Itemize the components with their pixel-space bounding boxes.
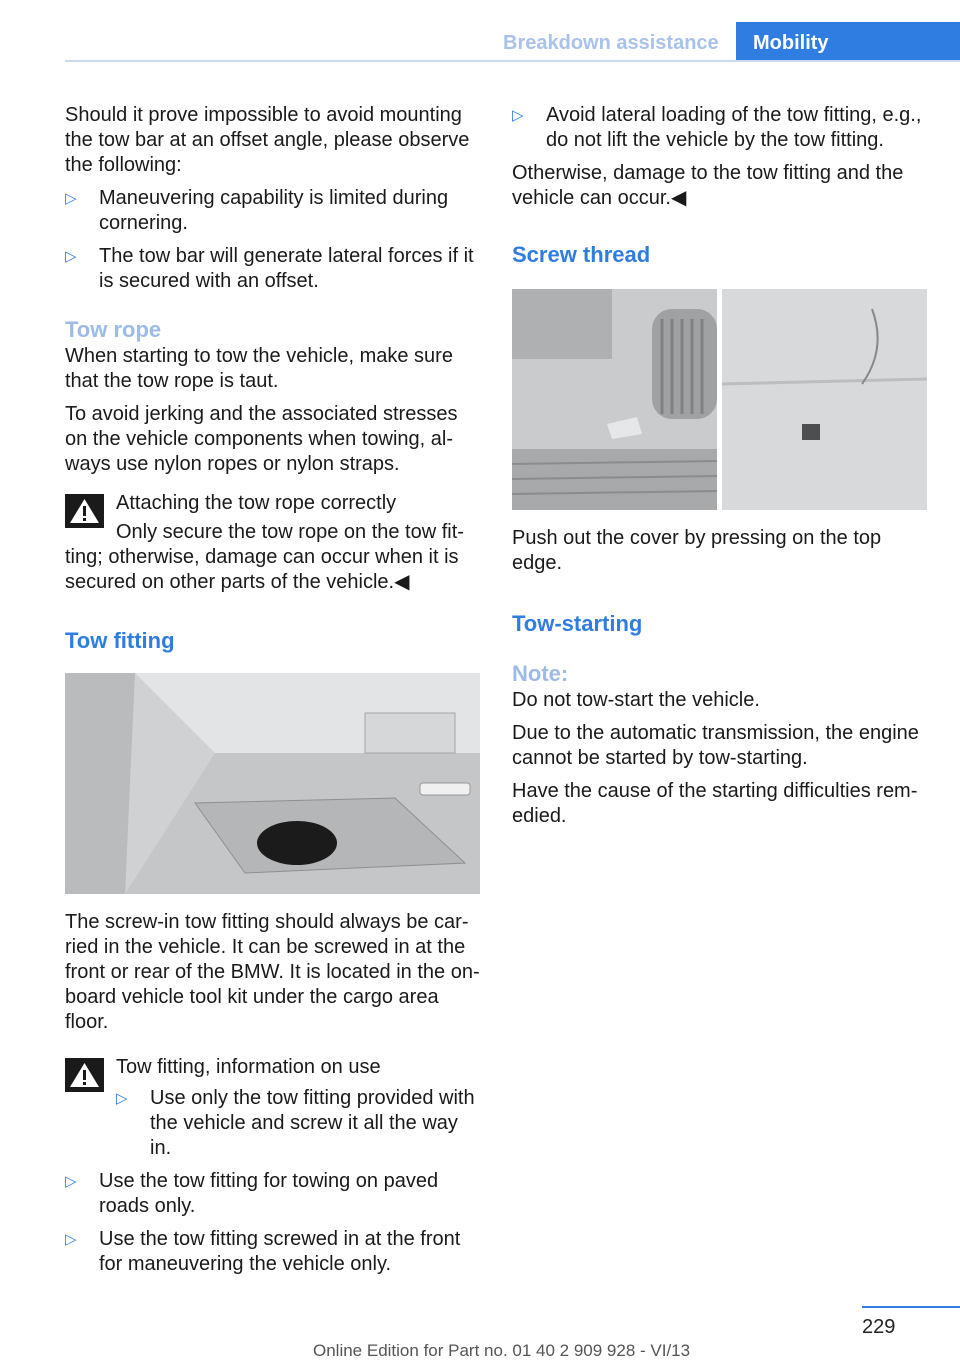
triangle-right-icon: ▷ [116,1090,128,1107]
header-tab-label: Mobility [753,32,829,54]
screw-thread-heading: Screw thread [512,242,651,267]
list-item: ▷ The tow bar will generate lateral forces if it is secured with an offset. [65,245,474,292]
header-tab [736,22,960,62]
warning-triangle-icon [65,1058,104,1092]
list-item: ▷ Use the tow fitting screwed in at the front for maneuvering the vehicle only. [65,1228,461,1275]
warning-triangle-icon [65,494,104,528]
tow-fitting-bullet-list [65,1169,481,1277]
triangle-right-icon: ▷ [65,1173,77,1190]
tow-starting-p2: Due to the automatic transmission, the engine cannot be started by tow-starting. [512,722,919,769]
tow-rope-warning [65,491,481,545]
tow-starting-p1: Do not tow-start the vehicle. [512,689,760,711]
right-top-paragraph: Otherwise, damage to the tow fitting and the vehicle can occur.◀ [512,162,904,209]
list-item: ▷ Maneuvering capability is limited during cornering. [65,187,449,234]
intro-bullet-list [65,186,481,294]
page-number: 229 [862,1316,896,1338]
triangle-right-icon: ▷ [65,248,77,265]
warning-title: Attaching the tow rope correctly [116,492,397,514]
intro-paragraph: Should it prove impossible to avoid mounting the tow bar at an offset angle, please observe the following: [65,104,470,176]
warning-text-start: Only secure the tow rope on the tow fit‐ [116,521,464,543]
warning-title: Tow fitting, information on use [116,1056,381,1078]
tow-rope-heading: Tow rope [65,317,162,342]
tow-fitting-heading: Tow fitting [65,628,175,653]
triangle-right-icon: ▷ [512,107,524,124]
right-column [512,103,928,837]
triangle-right-icon: ▷ [65,1231,77,1248]
warning-text-rest: ting; otherwise, damage can occur when it is secured on other parts of the vehicle.◀ [65,546,459,593]
screw-thread-image [512,289,927,510]
tow-rope-p2: To avoid jerking and the associated stresses on the vehicle components when towing, al‐ ways use nylon ropes or nylon straps. [65,403,458,475]
list-item: ▷ Use the tow fitting for towing on paved roads only. [65,1170,439,1217]
header-rule [65,60,960,62]
edition-note: Online Edition for Part no. 01 40 2 909 928 - VI/13 [313,1341,691,1360]
tow-rope-p1: When starting to tow the vehicle, make sure that the tow rope is taut. [65,345,453,392]
screw-thread-p1: Push out the cover by pressing on the top edge. [512,527,882,574]
left-column [65,103,481,1285]
list-item: ▷ Avoid lateral loading of the tow fitting, e.g., do not lift the vehicle by the tow fitting. [512,104,922,151]
tow-fitting-warning [65,1055,481,1161]
triangle-right-icon: ▷ [65,190,77,207]
tow-starting-heading: Tow-starting [512,611,643,636]
footer-rule [862,1306,960,1308]
list-item: ▷ Use only the tow fitting provided with the vehicle and screw it all the way in. [116,1087,475,1159]
note-heading: Note: [512,661,569,686]
tow-fitting-p1: The screw-in tow fitting should always be car‐ ried in the vehicle. It can be screwed in at the front or rear of the BMW. It is located in the on‐ board vehicle tool kit under the cargo area floor. [65,911,480,1033]
tow-fitting-image [65,673,480,894]
header-section-label: Breakdown assistance [503,32,719,54]
tow-starting-p3: Have the cause of the starting difficulties rem‐ edied. [512,780,918,827]
